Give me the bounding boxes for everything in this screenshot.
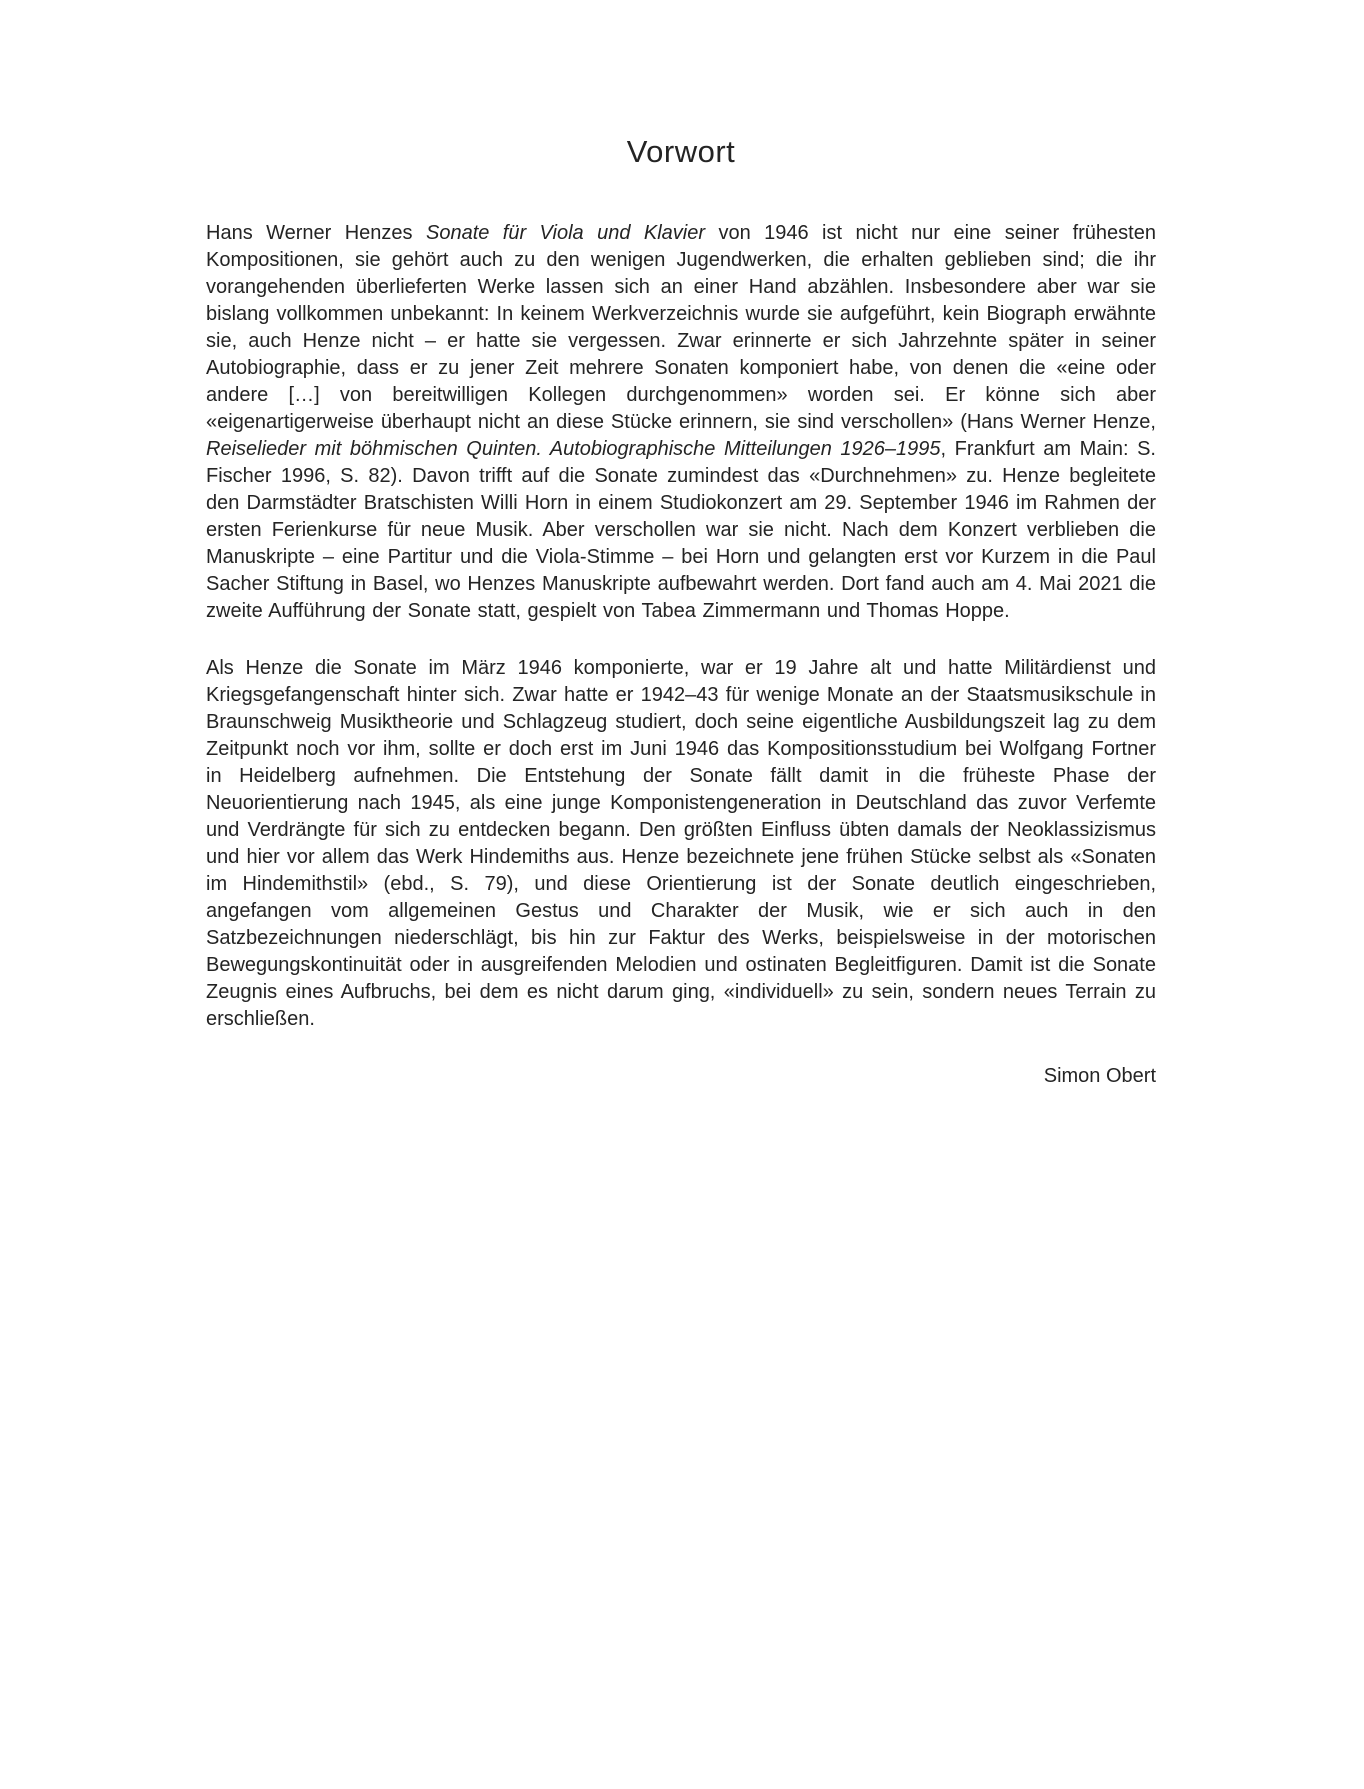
author-signature: Simon Obert xyxy=(1043,1065,1156,1087)
preface-text xyxy=(206,220,1156,1090)
page-title: Vorwort xyxy=(626,134,736,169)
paragraph-1: Hans Werner Henzes Sonate für Viola und Klavier von 1946 ist nicht nur eine seiner frühesten Kompositionen, sie gehört auch zu den wenigen Jugendwerken, die erhalten geblieben sind; die ihr vorangehenden überlieferten Werke lassen sich an einer Hand abzählen. Insbesondere aber war sie bislang vollkommen unbekannt: In keinem Werkverzeichnis wurde sie aufgeführt, kein Biograph erwähnte sie, auch Henze nicht – er hatte sie vergessen. Zwar erinnerte er sich Jahrzehnte später in seiner Autobiographie, dass er zu jener Zeit mehrere Sonaten komponiert habe, von denen die «eine oder andere […] von bereitwilligen Kollegen durchgenommen» worden sei. Er könne sich aber «eigenartigerweise überhaupt nicht an diese Stücke erinnern, sie sind verschollen» (Hans Werner Henze, Reiselieder mit böhmischen Quinten. Autobiographische Mitteilungen 1926–1995, Frankfurt am Main: S. Fischer 1996, S. 82). Davon trifft auf die Sonate zumindest das «Durchnehmen» zu. Henze begleitete den Darmstädter Bratschisten Willi Horn in einem Studiokonzert am 29. September 1946 im Rahmen der ersten Ferienkurse für neue Musik. Aber verschollen war sie nicht. Nach dem Konzert verblieben die Manuskripte – eine Partitur und die Viola-Stimme – bei Horn und gelangten erst vor Kurzem in die Paul Sacher Stiftung in Basel, wo Henzes Manuskripte aufbewahrt werden. Dort fand auch am 4. Mai 2021 die zweite Aufführung der Sonate statt, gespielt von Tabea Zimmermann und Thomas Hoppe. xyxy=(206,222,1156,622)
paragraph-2: Als Henze die Sonate im März 1946 komponierte, war er 19 Jahre alt und hatte Militärdienst und Kriegsgefangenschaft hinter sich. Zwar hatte er 1942–43 für wenige Monate an der Staatsmusikschule in Braunschweig Musiktheorie und Schlagzeug studiert, doch seine eigentliche Ausbildungszeit lag zu dem Zeitpunkt noch vor ihm, sollte er doch erst im Juni 1946 das Kompositionsstudium bei Wolfgang Fortner in Heidelberg aufnehmen. Die Entstehung der Sonate fällt damit in die früheste Phase der Neuorientierung nach 1945, als eine junge Komponistengeneration in Deutschland das zuvor Verfemte und Verdrängte für sich zu entdecken begann. Den größten Einfluss übten damals der Neoklassizismus und hier vor allem das Werk Hindemiths aus. Henze bezeichnete jene frühen Stücke selbst als «Sonaten im Hindemithstil» (ebd., S. 79), und diese Orientierung ist der Sonate deutlich eingeschrieben, angefangen vom allgemeinen Gestus und Charakter der Musik, wie er sich auch in den Satzbezeichnungen niederschlägt, bis hin zur Faktur des Werks, beispielsweise in der motorischen Bewegungskontinuität oder in ausgreifenden Melodien und ostinaten Begleitfiguren. Damit ist die Sonate Zeugnis eines Aufbruchs, bei dem es nicht darum ging, «individuell» zu sein, sondern neues Terrain zu erschließen. xyxy=(206,657,1156,1030)
